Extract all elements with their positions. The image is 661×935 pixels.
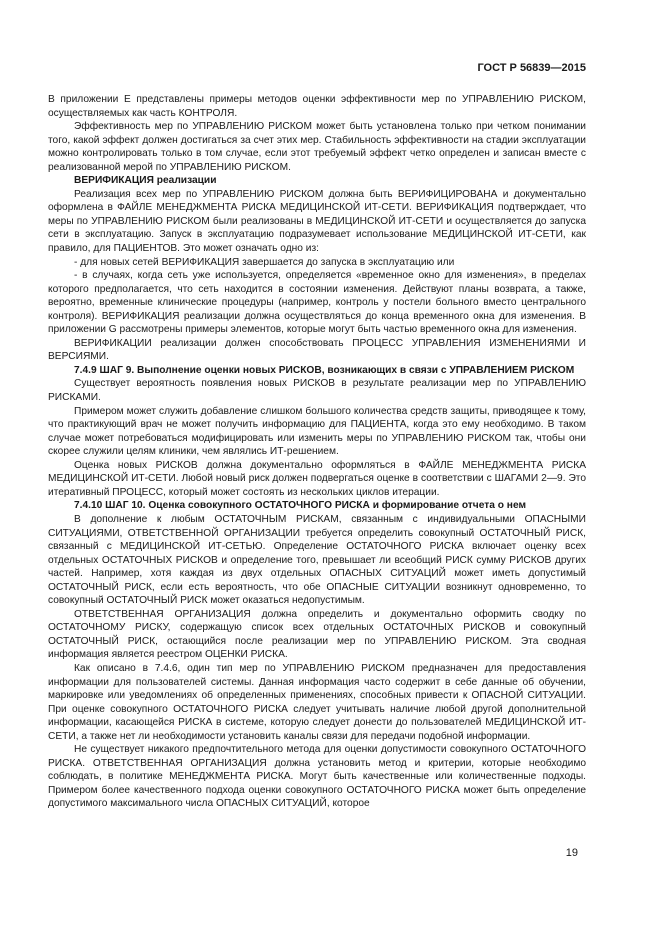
body-paragraph: Не существует никакого предпочтительного метода для оценки допустимости совокупного ОСТАТОЧНОГО РИСКА. ОТВЕТСТВЕННАЯ ОРГАНИЗАЦИЯ должна установить метод и критерии, которые необходимо соблюдать, в политике МЕНЕДЖМЕНТА РИСКА. Могут быть качественные или количественные подходы. Примером более качественного подхода оценки совокупного ОСТАТОЧНОГО РИСКА может быть определение допустимого максимального числа ОПАСНЫХ СИТУАЦИЙ, которое xyxy=(48,744,586,810)
page-number: 19 xyxy=(565,847,578,859)
body-paragraph: Эффективность мер по УПРАВЛЕНИЮ РИСКОМ может быть установлена только при четком понимании того, какой эффект должен достигаться за счет этих мер. Стабильность эффективности на стадии эксплуатации можно контролировать только в том случае, если этот требуемый эффект четко определен и записан вместе с реализованной мерой по УПРАВЛЕНИЮ РИСКОМ. xyxy=(48,121,586,173)
section-heading: 7.4.10 ШАГ 10. Оценка совокупного ОСТАТОЧНОГО РИСКА и формирование отчета о нем xyxy=(74,500,527,512)
body-paragraph: В приложении Е представлены примеры методов оценки эффективности мер по УПРАВЛЕНИЮ РИСКОМ, осуществляемых как часть КОНТРОЛЯ. xyxy=(48,94,586,119)
body-paragraph: Реализация всех мер по УПРАВЛЕНИЮ РИСКОМ должна быть ВЕРИФИЦИРОВАНА и документально оформлена в ФАЙЛЕ МЕНЕДЖМЕНТА РИСКА МЕДИЦИНСКОЙ ИТ-СЕТИ. ВЕРИФИКАЦИЯ подтверждает, что меры по УПРАВЛЕНИЮ РИСКОМ были реализованы в МЕДИЦИНСКОЙ ИТ-СЕТИ и осуществляется до запуска сети в эксплуатацию. Запуск в эксплуатацию подразумевает использование МЕДИЦИНСКОЙ ИТ-СЕТИ, как правило, для ПАЦИЕНТОВ. Это может означать одно из: xyxy=(48,188,586,255)
body-paragraph: ВЕРИФИКАЦИИ реализации должен способствовать ПРОЦЕСС УПРАВЛЕНИЯ ИЗМЕНЕНИЯМИ И ВЕРСИЯМИ. xyxy=(48,337,586,363)
body-paragraph: В дополнение к любым ОСТАТОЧНЫМ РИСКАМ, связанным с индивидуальными ОПАСНЫМИ СИТУАЦИЯМИ, ОТВЕТСТВЕННОЙ ОРГАНИЗАЦИИ требуется определить совокупный ОСТАТОЧНЫЙ РИСК, связанный с МЕДИЦИНСКОЙ ИТ-СЕТЬЮ. Определение ОСТАТОЧНОГО РИСКА включает оценку всех отдельных ОСТАТОЧНЫХ РИСКОВ и определение того, превышает ли всеобщий РИСК сумму РИСКОВ других частей. Например, хотя каждая из двух отдельных ОПАСНЫХ СИТУАЦИЙ может иметь допустимый ОСТАТОЧНЫЙ РИСК, если есть вероятность, что обе ОПАСНЫЕ СИТУАЦИИ возникнут одновременно, то совокупный ОСТАТОЧНЫЙ РИСК может оказаться недопустимым. xyxy=(48,513,586,607)
body-paragraph: - для новых сетей ВЕРИФИКАЦИЯ завершается до запуска в эксплуатацию или xyxy=(74,256,455,268)
body-paragraph: Оценка новых РИСКОВ должна документально оформляться в ФАЙЛЕ МЕНЕДЖМЕНТА РИСКА МЕДИЦИНСКОЙ ИТ-СЕТИ. Любой новый риск должен подвергаться оценке в соответствии с ШАГАМИ 2—9. Это итеративный ПРОЦЕСС, который может состоять из нескольких циклов итерации. xyxy=(48,459,586,498)
body-paragraph: ОТВЕТСТВЕННАЯ ОРГАНИЗАЦИЯ должна определить и документально оформить сводку по ОСТАТОЧНОМУ РИСКУ, содержащую список всех отдельных ОСТАТОЧНЫХ РИСКОВ и совокупный ОСТАТОЧНЫЙ РИСК, остающийся после реализации мер по УПРАВЛЕНИЮ РИСКОМ. Эта сводная информация является реестром ОЦЕНКИ РИСКА. xyxy=(48,608,586,661)
body-paragraph: - в случаях, когда сеть уже используется, определяется «временное окно для изменения», в пределах которого предполагается, что сеть находится в состоянии изменения. Действуют планы возврата, а также, вероятно, временные клинические процедуры (например, контроль у постели больного вместо центрального контроля). ВЕРИФИКАЦИЯ реализации должна осуществляться до конца временного окна для изменения. В приложении G рассмотрены примеры элементов, которые могут быть частью временного окна для изменения. xyxy=(48,270,586,336)
body-paragraph: Существует вероятность появления новых РИСКОВ в результате реализации мер по УПРАВЛЕНИЮ РИСКАМИ. xyxy=(48,378,586,404)
document-header: ГОСТ Р 56839—2015 xyxy=(477,62,586,74)
section-heading: 7.4.9 ШАГ 9. Выполнение оценки новых РИСКОВ, возникающих в связи с УПРАВЛЕНИЕМ РИСКОМ xyxy=(74,364,575,376)
body-paragraph: Как описано в 7.4.6, один тип мер по УПРАВЛЕНИЮ РИСКОМ предназначен для предоставления информации для пользователей системы. Данная информация часто содержит в себе данные об обучении, маркировке или уведомлениях об определенных применениях, способных привести к ОПАСНОЙ СИТУАЦИИ. При оценке совокупного ОСТАТОЧНОГО РИСКА следует учитывать наличие любой другой дополнительной информации, касающейся РИСКА в системе, которую следует донести до пользователей МЕДИЦИНСКОЙ ИТ-СЕТИ, а также нет ли необходимости установить каналы связи для передачи подобной информации. xyxy=(48,662,586,742)
body-paragraph: Примером может служить добавление слишком большого количества средств защиты, приводящее к тому, что практикующий врач не может получить информацию для ПАЦИЕНТА, когда это ему необходимо. В таком случае может потребоваться модифицировать или изменить меры по УПРАВЛЕНИЮ РИСКОМ так, чтобы они скорее служили целям клиники, чем являлись ИТ-решением. xyxy=(48,405,586,458)
section-heading: ВЕРИФИКАЦИЯ реализации xyxy=(74,175,217,187)
document-body xyxy=(48,93,586,811)
